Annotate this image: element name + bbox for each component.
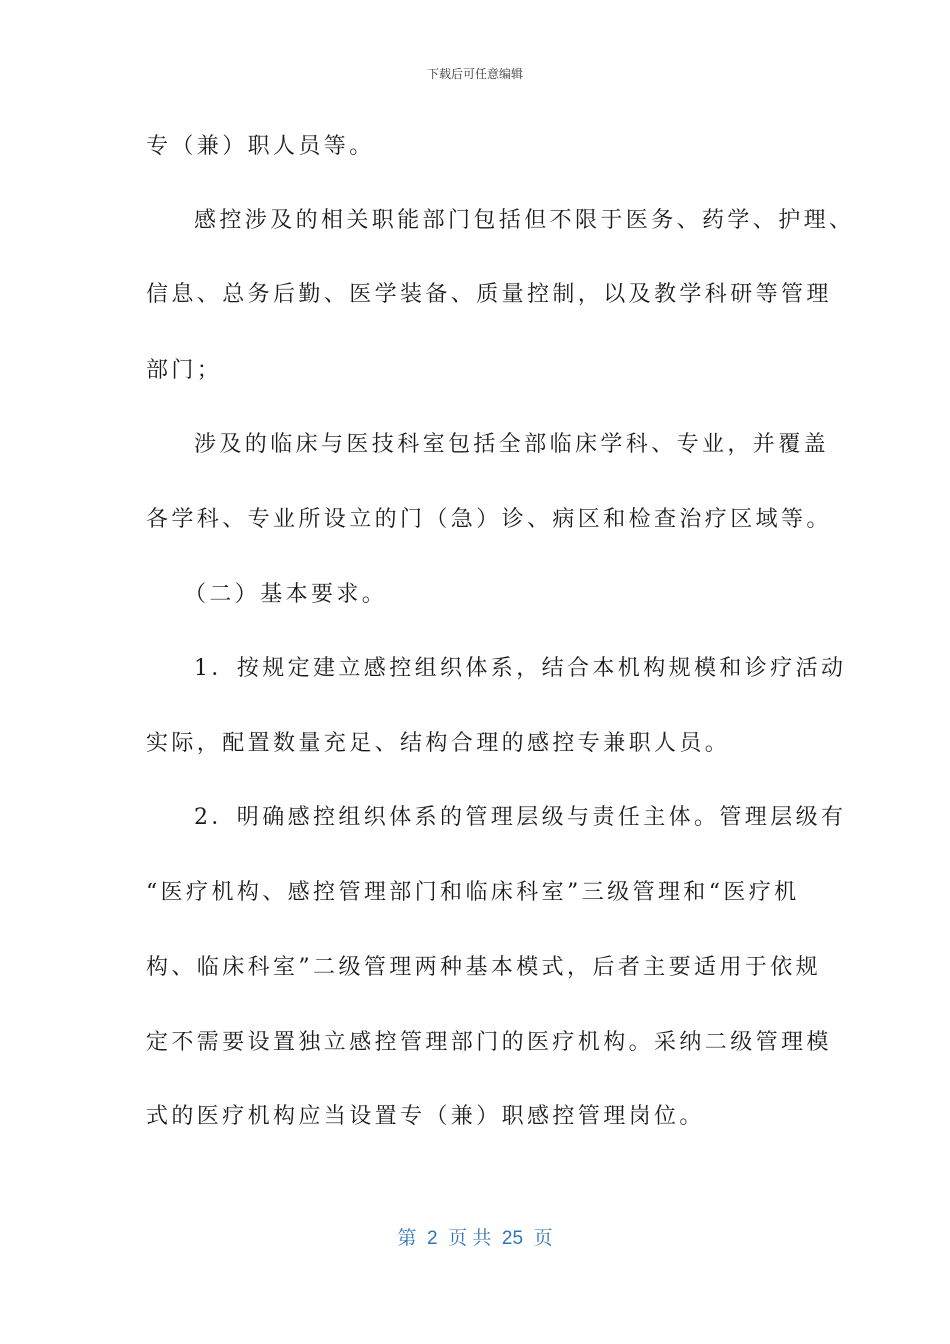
text-line: 1．按规定建立感控组织体系，结合本机构规模和诊疗活动 bbox=[194, 656, 847, 681]
text-line: 定不需要设置独立感控管理部门的医疗机构。采纳二级管理模 bbox=[146, 1030, 832, 1055]
text-line: 信息、总务后勤、医学装备、质量控制，以及教学科研等管理 bbox=[146, 282, 832, 307]
text-line: 涉及的临床与医技科室包括全部临床学科、专业，并覆盖 bbox=[194, 432, 830, 457]
header-note: 下载后可任意编辑 bbox=[426, 67, 523, 81]
text-line: “医疗机构、感控管理部门和临床科室”三级管理和“医疗机 bbox=[146, 880, 800, 905]
text-line: 各学科、专业所设立的门（急）诊、病区和检查治疗区域等。 bbox=[146, 507, 832, 532]
text-line: 部门； bbox=[146, 358, 223, 383]
page-number-footer: 第 2 页 共 25 页 bbox=[397, 1228, 553, 1249]
text-line: （二）基本要求。 bbox=[184, 582, 388, 607]
text-line: 感控涉及的相关职能部门包括但不限于医务、药学、护理、 bbox=[194, 208, 855, 233]
text-line: 专（兼）职人员等。 bbox=[146, 134, 375, 159]
text-line: 实际，配置数量充足、结构合理的感控专兼职人员。 bbox=[146, 731, 731, 756]
text-line: 2．明确感控组织体系的管理层级与责任主体。管理层级有 bbox=[194, 805, 847, 830]
text-line: 构、临床科室”二级管理两种基本模式，后者主要适用于依规 bbox=[146, 955, 822, 980]
text-line: 式的医疗机构应当设置专（兼）职感控管理岗位。 bbox=[146, 1104, 705, 1129]
